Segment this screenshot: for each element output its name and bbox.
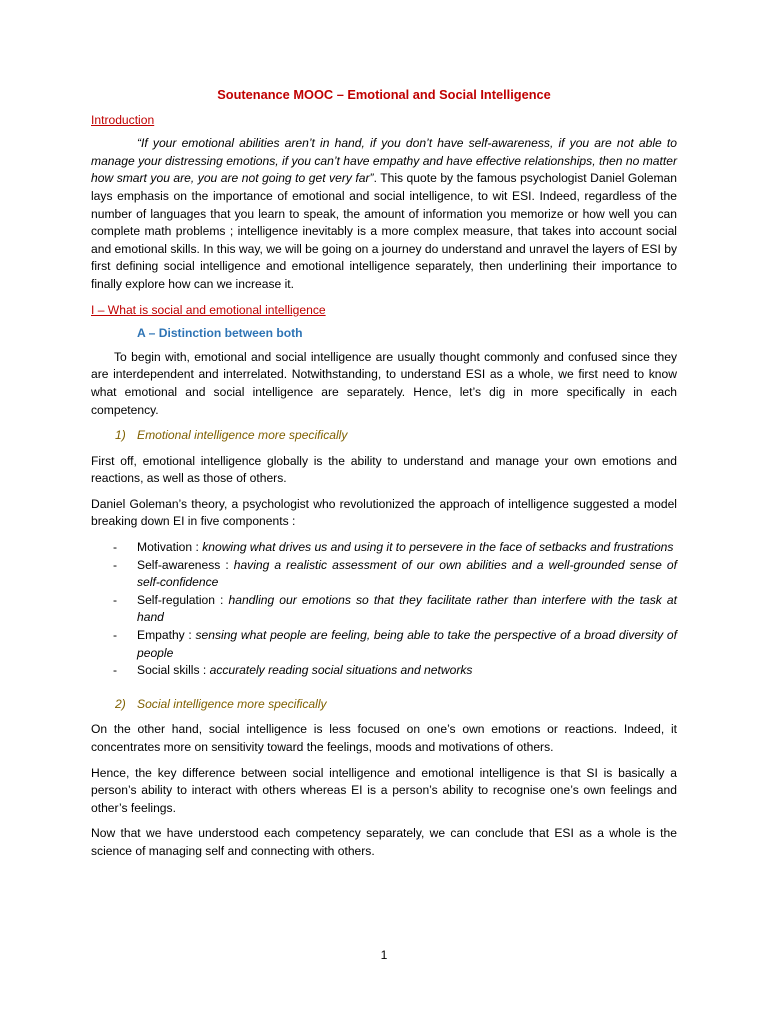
list-item <box>91 557 677 592</box>
subsection-2-number: 2) <box>115 696 126 711</box>
component-description: sensing what people are feeling, being able to take the perspective of a broad diversity of people <box>137 628 677 660</box>
list-item <box>91 627 677 662</box>
subsection-1-heading <box>115 427 677 445</box>
goleman-quote: “If your emotional abilities aren’t in hand, if you don’t have self-awareness, if you are not able to manage your distressing emotions, if you can’t have empathy and have effective relationships, then no matter how smart you are, you are not going to get very far” <box>91 136 677 186</box>
ei-components-list <box>91 539 677 680</box>
dash-bullet: - <box>113 628 118 643</box>
component-description: handling our emotions so that they facilitate rather than interfere with the task at hand <box>137 592 677 625</box>
document-page <box>91 86 677 869</box>
dash-bullet: - <box>113 663 118 678</box>
component-term: Self-awareness : <box>137 557 234 572</box>
dash-bullet: - <box>113 540 118 555</box>
component-description: knowing what drives us and using it to persevere in the face of setbacks and frustrations <box>202 540 674 555</box>
introduction-heading: Introduction <box>91 112 155 127</box>
page-number: 1 <box>380 948 388 962</box>
component-description: accurately reading social situations and networks <box>209 663 473 678</box>
subsection-2-title: Social intelligence more specifically <box>137 696 327 711</box>
subsection-1-title: Emotional intelligence more specifically <box>137 428 348 443</box>
introduction-text: . This quote by the famous psychologist Daniel Goleman lays emphasis on the importance of emotional and social intelligence, to wit ESI. Indeed, regardless of the number of languages that you learn to speak, the amount of information you memorize or how well you can complete math problems ; intelligence inevitably is a more complex measure, that takes into account social and emotional skills. In this way, we will be going on a journey do understand and unravel the layers of ESI by first defining social intelligence and emotional intelligence separately, then underlining their importance to finally explore how can we increase it. <box>91 171 677 291</box>
dash-bullet: - <box>113 557 118 572</box>
key-difference-paragraph: Hence, the key difference between social intelligence and emotional intelligence is that SI is basically a person’s ability to interact with others whereas EI is a person’s ability to recognise one’s own feelings and other’s feelings. <box>91 765 677 815</box>
component-description: having a realistic assessment of our own abilities and a well-grounded sense of self-confidence <box>137 557 677 590</box>
subsection-1-number: 1) <box>115 428 126 443</box>
document-title: Soutenance MOOC – Emotional and Social Intelligence <box>217 87 551 102</box>
social-intelligence-definition: On the other hand, social intelligence is less focused on one’s own emotions or reactions. Indeed, it concentrates more on sensitivity toward the feelings, moods and motivations of others. <box>91 722 677 754</box>
emotional-intelligence-definition: First off, emotional intelligence globally is the ability to understand and manage your own emotions and reactions, as well as those of others. <box>91 453 677 486</box>
component-term: Self-regulation : <box>137 592 229 607</box>
distinction-paragraph: To begin with, emotional and social intelligence are usually thought commonly and confused since they are interdependent and interrelated. Notwithstanding, to understand ESI as a whole, we first need to know what emotional and social intelligence are separately. Hence, let’s dig in more specifically in each competency. <box>91 349 677 417</box>
dash-bullet: - <box>113 592 118 607</box>
esi-conclusion-paragraph: Now that we have understood each competency separately, we can conclude that ESI as a whole is the science of managing self and connecting with others. <box>91 826 677 858</box>
list-item <box>91 539 677 557</box>
list-item <box>91 662 677 680</box>
component-term: Motivation : <box>137 540 203 555</box>
introduction-paragraph <box>91 135 677 293</box>
subsection-a-heading: A – Distinction between both <box>137 326 303 341</box>
component-term: Social skills : <box>137 663 210 678</box>
goleman-model-paragraph: Daniel Goleman’s theory, a psychologist who revolutionized the approach of intelligence suggested a model breaking down EI in five components : <box>91 496 677 529</box>
section-1-heading: I – What is social and emotional intelligence <box>91 302 326 317</box>
subsection-2-heading <box>115 696 677 714</box>
component-term: Empathy : <box>137 628 196 643</box>
list-item <box>91 592 677 627</box>
